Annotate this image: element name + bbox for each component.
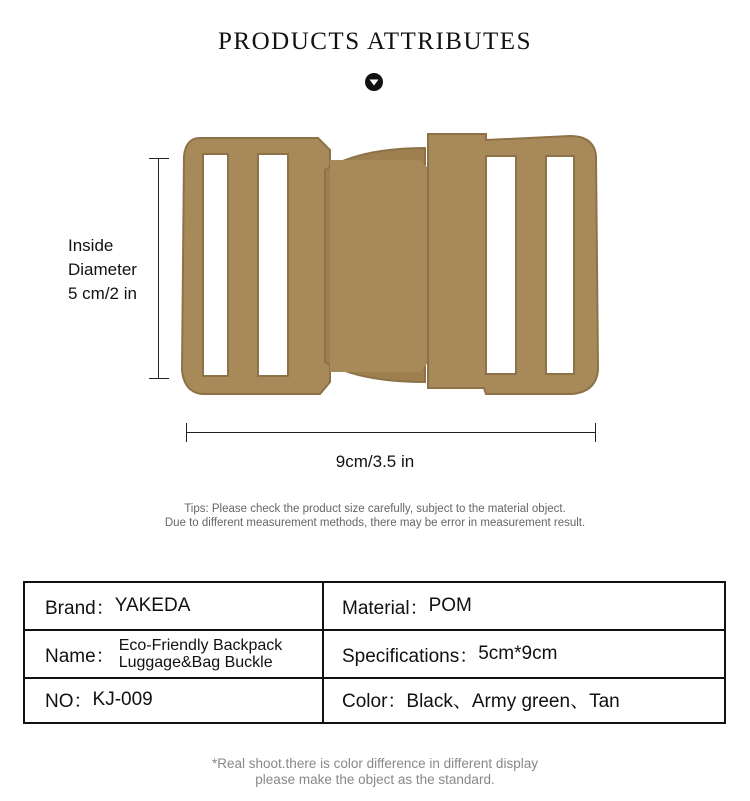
material-cell: Material： POM	[342, 595, 472, 619]
table-row	[25, 677, 724, 722]
buckle-center-body	[330, 160, 432, 372]
brand-cell: Brand： YAKEDA	[45, 595, 191, 619]
width-dimension-cap-left	[186, 423, 187, 442]
table-row	[25, 583, 724, 631]
width-dimension-cap-right	[595, 423, 596, 442]
table-row	[25, 631, 724, 679]
inside-diameter-label: Inside Diameter 5 cm/2 in	[68, 236, 137, 303]
width-dimension-line	[186, 432, 595, 433]
height-dimension-line	[158, 158, 159, 379]
width-label: 9cm/3.5 in	[335, 452, 415, 471]
specifications-cell: Specifications： 5cm*9cm	[342, 643, 558, 667]
color-cell: Color： Black、Army green、Tan	[342, 691, 620, 712]
color-difference-note: *Real shoot.there is color difference in different display please make the object as the standard.	[212, 756, 538, 787]
buckle-left-slot-inner	[258, 154, 288, 376]
buckle-right-slot-inner	[486, 156, 516, 374]
buckle-right-slot-outer	[546, 156, 574, 374]
chevron-down-circle-icon	[365, 73, 383, 91]
height-dimension-cap-top	[149, 158, 169, 159]
no-cell: NO： KJ-009	[45, 688, 153, 712]
name-value: Eco-Friendly Backpack Luggage&Bag Buckle	[118, 637, 283, 671]
buckle-left-slot-outer	[203, 154, 228, 376]
page-title: PRODUCTS ATTRIBUTES	[218, 28, 532, 55]
name-cell: Name： Eco-Friendly Backpack Luggage&Bag Buckle	[45, 637, 283, 671]
tips-text: Tips: Please check the product size carefully, subject to the material object. Due to different measurement methods, there may be error in measurement result.	[164, 503, 586, 529]
attributes-table	[23, 581, 726, 724]
height-dimension-cap-bottom	[149, 378, 169, 379]
